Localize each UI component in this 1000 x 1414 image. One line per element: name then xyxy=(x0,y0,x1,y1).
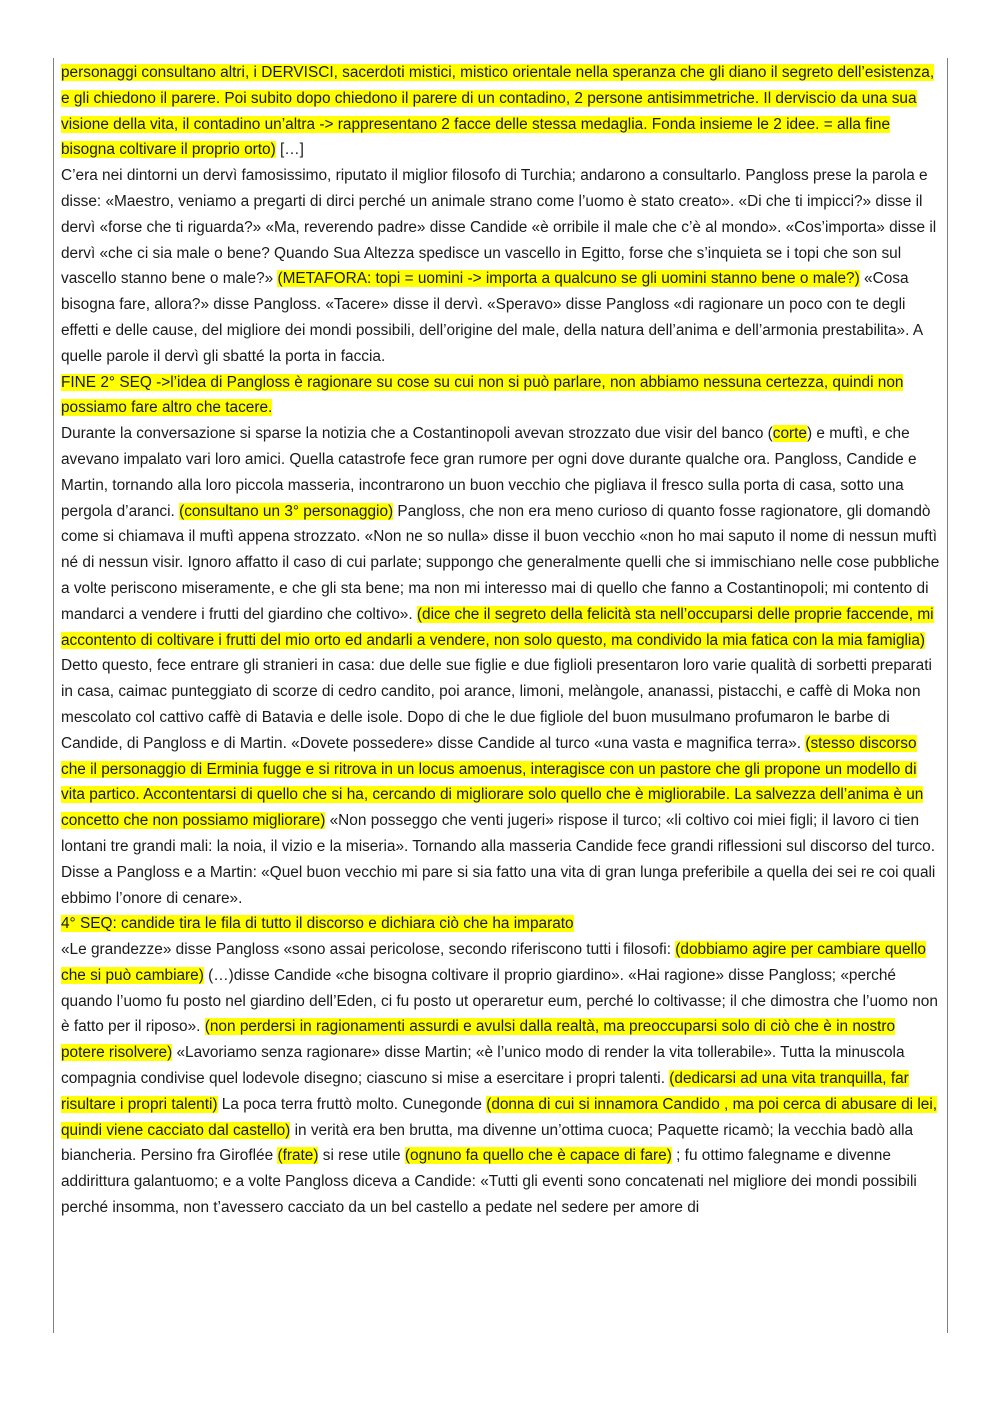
text-run: si rese utile xyxy=(318,1147,405,1165)
highlighted-heading: 4° SEQ: candide tira le fila di tutto il discorso e dichiara ciò che ha imparato xyxy=(61,915,574,933)
text-run: (…)disse Candide «che bisogna coltivare il proprio giardino». «Hai ragione» disse Pangloss; «perché quando l’uomo fu posto nel giardino dell’Eden, ci fu posto ut operaretur eum, perché lo coltivasse; il che dimostra che l’uomo non è fatto per il riposo». xyxy=(61,966,938,1036)
text-run: […] xyxy=(275,141,304,159)
text-run: La poca terra fruttò molto. Cunegonde xyxy=(217,1095,487,1113)
text-run: «Le grandezze» disse Pangloss «sono assai pericolose, secondo riferiscono tutti i filosofi: xyxy=(61,941,676,959)
highlighted-note: (non perdersi in ragionamenti assurdi e avulsi dalla realtà, ma preoccuparsi solo di ciò che è in nostro potere risolvere) xyxy=(61,1018,896,1062)
highlighted-note: (dobbiamo agire per cambiare quello che si può cambiare) xyxy=(61,941,926,984)
highlighted-note: (dice che il segreto della felicità sta nell’occuparsi delle proprie faccende, mi accontento di coltivare i frutti del mio orto ed andarli a vendere, non solo questo, ma condivido la mia fatica con la mia famiglia) xyxy=(61,605,934,649)
highlighted-note: (ognuno fa quello che è capace di fare) xyxy=(404,1147,672,1165)
highlighted-note: (dedicarsi ad una vita tranquilla, far risultare i propri talenti) xyxy=(61,1070,909,1113)
text-run: Pangloss, che non era meno curioso di quanto fosse ragionatore, gli domandò come si chiamava il muftì appena strozzato. «Non ne so nulla» disse il buon vecchio «non ho mai saputo il nome di nessun muftì né di nessun visir. Ignoro affatto il caso di cui parlate; suppongo che generalmente quelli che si immischiano nelle cose pubbliche a volte periscono miseramente, e che gli sta bene; ma non mi interesso mai di quello che fanno a Costantinopoli; mi contento di mandarci a vendere i frutti del giardino che coltivo». xyxy=(61,502,940,623)
page-border-left xyxy=(53,58,54,1333)
paragraph-old-man xyxy=(61,421,941,911)
paragraph-seq2-end xyxy=(61,370,941,422)
text-run: «Lavoriamo senza ragionare» disse Martin; «è l’unico modo di render la vita tollerabile». Tutta la minuscola compagnia condivise quel lodevole disegno; ciascuno si mise a esercitare i propri talenti. xyxy=(61,1044,905,1088)
text-run: «Cosa bisogna fare, allora?» disse Pangloss. «Tacere» disse il dervì. «Speravo» disse Pangloss «di ragionare un poco con te degli effetti e delle cause, del migliore dei mondi possibili, dell’origine del male, della natura dell’anima e dell’armonia prestabilita». A quelle parole il dervì gli sbatté la porta in faccia. xyxy=(61,270,923,365)
text-run: Detto questo, fece entrare gli stranieri in casa: due delle sue figlie e due figlioli presentaron loro varie qualità di sorbetti preparati in casa, caimac punteggiato di scorze di cedro candito, poi arance, limoni, melàngole, ananassi, pistacchi, e caffè di Moka non mescolato col cattivo caffè di Batavia e delle isole. Dopo di che le due figliole del buon musulmano profumaron le barbe di Candide, di Pangloss e di Martin. «Dovete possedere» disse Candide al turco «una vasta e magnifica terra». xyxy=(61,657,932,752)
highlighted-note: corte xyxy=(772,425,807,443)
paragraph-conclusion xyxy=(61,937,941,1221)
paragraph-seq4-heading xyxy=(61,911,941,937)
text-run: Durante la conversazione si sparse la notizia che a Costantinopoli avevan strozzato due visir del banco ( xyxy=(61,425,773,443)
highlighted-note: (donna di cui si innamora Candido , ma poi cerca di abusare di lei, quindi viene cacciato dal castello) xyxy=(61,1095,938,1139)
paragraph-dervi-dialogue xyxy=(61,163,941,369)
highlighted-note: (METAFORA: topi = uomini -> importa a qualcuno se gli uomini stanno bene o male?) xyxy=(277,270,860,288)
text-run: ; fu ottimo falegname e divenne addirittura galantuomo; e a volte Pangloss diceva a Candide: «Tutti gli eventi sono concatenati nel migliore dei mondi possibili perché insomma, non t’avessero cacciato da un bel castello a pedate nel sedere per amore di xyxy=(61,1147,917,1217)
highlighted-note: personaggi consultano altri, i DERVISCI, sacerdoti mistici, mistico orientale nella speranza che gli diano il segreto dell’esistenza, e gli chiedono il parere. Poi subito dopo chiedono il parere di un contadino, 2 persone antisimmetriche. Il derviscio da una sua visione della vita, il contadino un’altra -> rappresentano 2 facce delle stessa medaglia. Fonda insieme le 2 idee. = alla fine bisogna coltivare il proprio orto) xyxy=(61,64,935,159)
page-border-right xyxy=(947,58,948,1333)
highlighted-note: (frate) xyxy=(277,1147,319,1165)
highlighted-note: (stesso discorso che il personaggio di Erminia fugge e si ritrova in un locus amoenus, interagisce con un pastore che gli propone un modello di vita partico. Accontentarsi di quello che si ha, cercando di migliorare solo quello che è migliorabile. La salvezza dell’anima è un concetto che non possiamo migliorare) xyxy=(61,734,924,830)
document-body xyxy=(61,60,941,1221)
highlighted-note: (consultano un 3° personaggio) xyxy=(179,502,394,520)
text-run: in verità era ben brutta, ma divenne un’ottima cuoca; Paquette ricamò; la vecchia badò alla biancheria. Persino fra Giroflée xyxy=(61,1121,914,1165)
text-run: «Non posseggo che venti jugeri» rispose il turco; «li coltivo coi miei figli; il lavoro ci tien lontani tre grandi mali: la noia, il vizio e la miseria». Tornando alla masseria Candide fece grandi riflessioni sul discorso del turco. Disse a Pangloss e a Martin: «Quel buon vecchio mi pare si sia fatto una vita di gran lunga preferibile a quella dei sei re coi quali ebbimo l’onore di cenare». xyxy=(61,812,936,907)
text-run: ) e muftì, e che avevano impalato vari loro amici. Quella catastrofe fece gran rumore per ogni dove durante qualche ora. Pangloss, Candide e Martin, tornando alla loro piccola masseria, incontrarono un buon vecchio che pigliava il fresco sulla porta di casa, sotto una pergola d’aranci. xyxy=(61,425,917,520)
text-run: C’era nei dintorni un dervì famosissimo, riputato il miglior filosofo di Turchia; andarono a consultarlo. Pangloss prese la parola e disse: «Maestro, veniamo a pregarti di dirci perché un animale strano come l’uomo è stato creato». «Di che ti impicci?» disse il dervì «forse che ti riguarda?» «Ma, reverendo padre» disse Candide «è orribile il male che c’è al mondo». «Cos’importa» disse il dervì «che ci sia male o bene? Quando Sua Altezza spedisce un vascello in Egitto, forse che s’inquieta se i topi che son sul vascello stanno bene o male?» xyxy=(61,167,937,288)
paragraph-dervisci-note xyxy=(61,60,941,163)
highlighted-heading: FINE 2° SEQ ->l’idea di Pangloss è ragionare su cose su cui non si può parlare, non abbiamo nessuna certezza, quindi non possiamo fare altro che tacere. xyxy=(61,373,904,417)
